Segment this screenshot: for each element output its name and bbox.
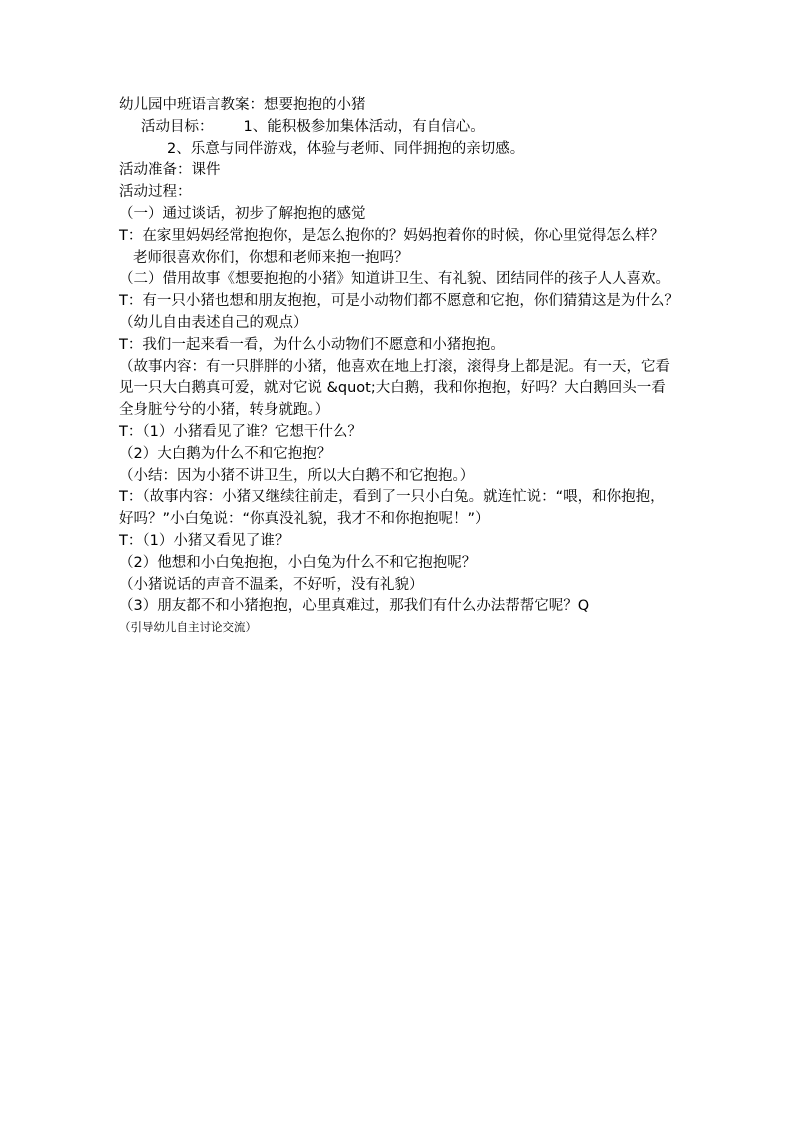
paragraph-5: T：我们一起来看一看，为什么小动物们不愿意和小猪抱抱。	[119, 336, 505, 353]
document-title: 幼儿园中班语言教案：想要抱抱的小猪	[119, 97, 366, 113]
paragraph-14: （3）朋友都不和小猪抱抱，心里真难过，那我们有什么办法帮帮它呢？Q	[119, 598, 590, 615]
paragraph-10: T：（故事内容：小猪又继续往前走，看到了一只小白兔。就连忙说：“喂，和你抱抱，好吗？”小白兔说：“你真没礼貌，我才不和你抱抱呢！”）	[119, 489, 665, 528]
document-body	[119, 95, 679, 636]
paragraph-12: （2）他想和小白兔抱抱，小白兔为什么不和它抱抱呢？	[119, 554, 477, 571]
paragraph-3: T：有一只小猪也想和朋友抱抱，可是小动物们都不愿意和它抱，你们猜猜这是为什么？	[119, 293, 679, 310]
paragraph-11: T：（1）小猪又看见了谁？	[119, 532, 290, 549]
goal-line-1	[119, 117, 679, 139]
paragraph-2: 老师很喜欢你们，你想和老师来抱一抱吗？	[133, 249, 409, 266]
paragraph-1: T：在家里妈妈经常抱抱你，是怎么抱你的？妈妈抱着你的时候，你心里觉得怎么样？	[119, 227, 665, 244]
process-heading: 活动过程：	[119, 184, 192, 201]
paragraph-13: （小猪说话的声音不温柔，不好听，没有礼貌）	[119, 576, 424, 593]
paragraph-9: （小结：因为小猪不讲卫生，所以大白鹅不和它抱抱。）	[119, 467, 475, 484]
paragraph-8: （2）大白鹅为什么不和它抱抱？	[119, 445, 332, 462]
section-heading-1: （一）通过谈话，初步了解抱抱的感觉	[119, 205, 366, 222]
section-heading-2: （二）借用故事《想要抱抱的小猪》知道讲卫生、有礼貌、团结同伴的孩子人人喜欢。	[119, 271, 670, 288]
goal-item-2: 2、乐意与同伴游戏，体验与老师、同伴拥抱的亲切感。	[167, 140, 525, 157]
paragraph-6: （故事内容：有一只胖胖的小猪，他喜欢在地上打滚，滚得身上都是泥。有一天，它看见一只大白鹅真可爱，就对它说 &quot;大白鹅，我和你抱抱，好吗？大白鹅回头一看全身脏兮兮的小猪，转身就跑。）	[119, 358, 670, 419]
goal-label: 活动目标：	[141, 118, 214, 135]
goal-item-1: 1、能积极参加集体活动，有自信心。	[243, 118, 485, 135]
prep-line: 活动准备：课件	[119, 162, 221, 179]
paragraph-15: （引导幼儿自主讨论交流）	[119, 620, 257, 635]
paragraph-7: T：（1）小猪看见了谁？它想干什么？	[119, 423, 362, 440]
paragraph-4: （幼儿自由表述自己的观点）	[119, 314, 308, 331]
